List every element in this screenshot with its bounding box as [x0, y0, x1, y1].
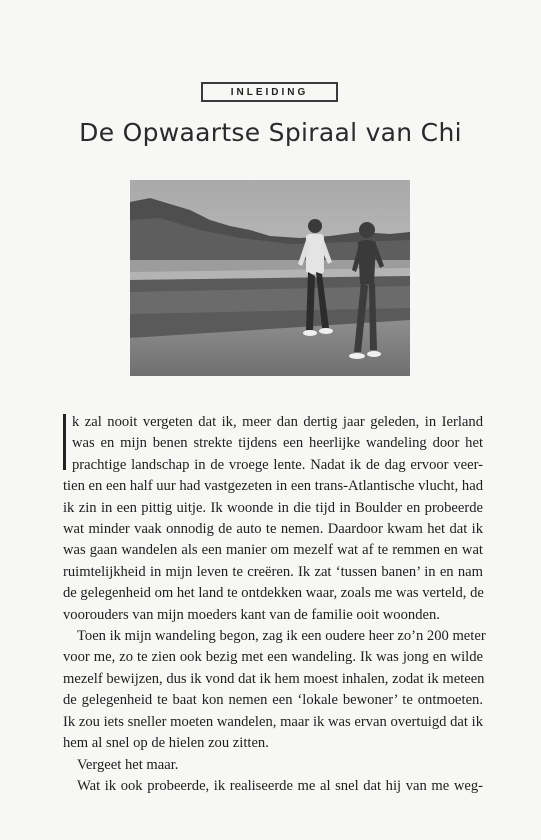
text-line: de gelegenheid te baat kon nemen een ‘lokale bewoner’ te ontmoeten. [63, 692, 483, 709]
text-line: hem al snel op de hielen zou zitten. [63, 735, 269, 752]
text-line: Vergeet het maar. [77, 756, 179, 773]
text-line: ik zin in een pittig uitje. Ik woonde in die tijd in Boulder en probeerde [63, 499, 483, 516]
text-line: voor me, zo te zien ook bezig met een wandeling. Ik was jong en wilde [63, 649, 483, 666]
text-line: voorouders van mijn moeders kant van de familie ooit woonden. [63, 606, 440, 623]
chapter-label: INLEIDING [201, 82, 338, 102]
chapter-title: De Opwaartse Spiraal van Chi [79, 118, 462, 147]
body-text [63, 412, 486, 797]
text-line: mezelf bewijzen, dus ik vond dat ik hem moest inhalen, zodat ik meteen [63, 670, 485, 687]
text-line: tien en een half uur had vastgezeten in een trans-Atlantische vlucht, had [63, 478, 483, 495]
text-line: Toen ik mijn wandeling begon, zag ik een oudere heer zo’n 200 meter [77, 628, 486, 645]
text-line: prachtige landschap in de vroege lente. Nadat ik de dag ervoor veer- [72, 456, 483, 473]
text-line: wat minder vaak onnodig de auto te nemen. Daardoor kwam het dat ik [63, 521, 483, 538]
text-line: Wat ik ook probeerde, ik realiseerde me al snel dat hij van me weg- [77, 777, 483, 794]
text-line: Ik zou iets sneller moeten wandelen, maar ik was ervan overtuigd dat ik [63, 713, 483, 730]
text-line: k zal nooit vergeten dat ik, meer dan dertig jaar geleden, in Ierland [72, 414, 483, 430]
text-line: de gelegenheid om het land te ontdekken waar, zoals me was verteld, de [63, 585, 484, 602]
text-line: ruimtelijkheid in mijn leven te creëren. Ik zat ‘tussen banen’ in en nam [63, 563, 483, 580]
walking-couple-photo [130, 180, 410, 376]
text-line: was gaan wandelen als een manier om mezelf wat af te remmen en wat [63, 542, 483, 559]
text-line: was en mijn benen strekte tijdens een heerlijke wandeling door het [72, 435, 483, 452]
